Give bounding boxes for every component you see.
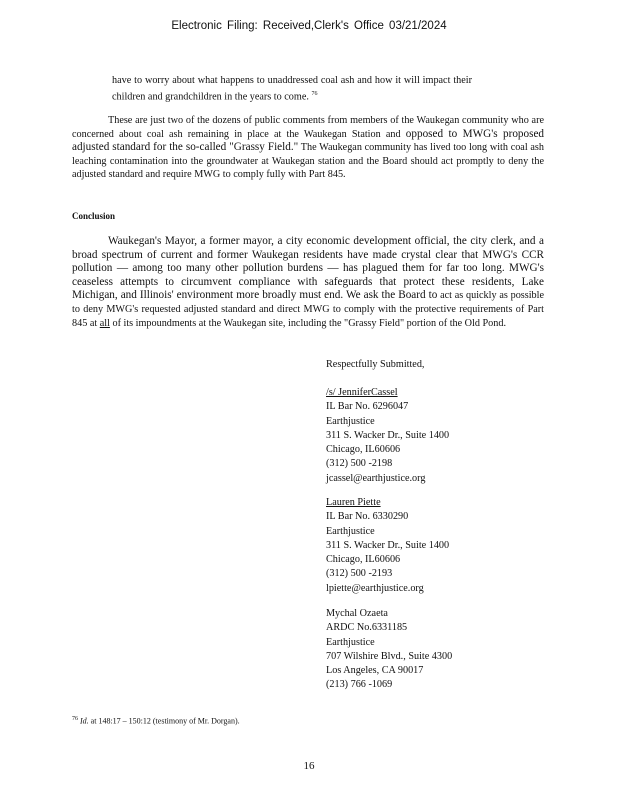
footnote-number: 76 xyxy=(72,716,78,722)
conclusion-heading: Conclusion xyxy=(72,211,116,221)
signer-street: 311 S. Wacker Dr., Suite 1400 xyxy=(326,429,450,441)
signer-street: 311 S. Wacker Dr., Suite 1400 xyxy=(326,539,450,551)
para2-part1: Waukegan's Mayor, a former mayor, a city economic development official, the city clerk, and a broad spectrum of current and former Waukegan residents have made crystal clear that xyxy=(72,235,544,261)
signature-block-piette xyxy=(326,496,449,596)
signer-bar: ARDC No.6331185 xyxy=(326,622,408,634)
signer-email: jcassel@earthjustice.org xyxy=(326,472,426,484)
signer-phone: (312) 500 -2198 xyxy=(326,458,393,470)
signer-org: Earthjustice xyxy=(326,415,375,427)
closing: Respectfully Submitted, xyxy=(326,359,425,370)
signer-phone: (213) 766 -1069 xyxy=(326,679,393,691)
signature-block-cassel xyxy=(326,386,449,486)
footnote-id: Id. xyxy=(80,716,89,726)
paragraph-public-comments xyxy=(72,114,544,182)
signer-city: Chicago, IL60606 xyxy=(326,554,401,566)
signer-bar: IL Bar No. 6296047 xyxy=(326,401,409,413)
para2-part3: act as quickly as possible to deny MWG's requested adjusted standard and direct MWG to comply with the protective requirements of Part 845 at xyxy=(72,290,544,329)
signer-org: Earthjustice xyxy=(326,636,375,648)
signature-block-ozaeta xyxy=(326,607,452,693)
paragraph-conclusion xyxy=(72,235,544,330)
page-number: 16 xyxy=(303,760,315,772)
para1-part3: The Waukegan community has lived too long with coal ash leaching contamination into the groundwater at Waukegan station and the Board should act promptly to deny the adjusted standard and require MWG to comply fully with Part 845. xyxy=(72,142,544,181)
signer-bar: IL Bar No. 6330290 xyxy=(326,511,409,523)
signer-name: Mychal Ozaeta xyxy=(326,608,388,619)
para1-part1: These are just two of the dozens of public comments from members of the Waukegan community who are concerned about coal ash remaining in place at the Waukegan Station and xyxy=(72,115,544,140)
signer-city: Los Angeles, CA 90017 xyxy=(326,665,424,677)
signer-email: lpiette@earthjustice.org xyxy=(326,582,424,594)
signer-name: Lauren Piette xyxy=(326,497,381,508)
signer-phone: (312) 500 -2193 xyxy=(326,568,393,580)
para2-all: all xyxy=(99,317,110,329)
signer-city: Chicago, IL60606 xyxy=(326,444,401,456)
footnote-ref-76: 76 xyxy=(311,90,318,97)
quote-text: have to worry about what happens to unaddressed coal ash and how it will impact their children and grandchildren in the years to come. xyxy=(112,75,472,102)
block-quote xyxy=(112,74,472,104)
electronic-filing-header: Electronic Filing: Received,Clerk's Office 03/21/2024 xyxy=(171,20,447,32)
signer-name: /s/ JenniferCassel xyxy=(326,387,398,398)
para2-part2: MWG's CCR pollution — among too many other pollution burdens — has plagued them for far too long. MWG's ceaseless attempts to circumvent compliance with safeguards that protect these residents, Lake Michigan, and Illinois' environment more broadly must end. We ask the Board to xyxy=(72,248,545,302)
signer-street: 707 Wilshire Blvd., Suite 4300 xyxy=(326,650,453,662)
para2-part4: of its impoundments at the Waukegan site, including the "Grassy Field" portion of the Old Pond. xyxy=(112,317,507,329)
para1-part2: opposed to MWG's proposed adjusted standard for the so-called "Grassy Field." xyxy=(72,127,545,154)
signer-org: Earthjustice xyxy=(326,525,375,537)
footnote-76 xyxy=(72,716,240,726)
footnote-text: at 148:17 – 150:12 (testimony of Mr. Dorgan). xyxy=(90,716,240,726)
